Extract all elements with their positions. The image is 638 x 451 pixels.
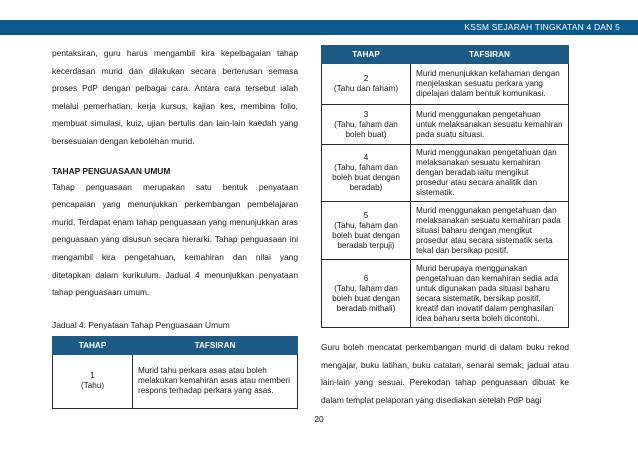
tahap-number: 4 — [363, 153, 369, 162]
tahap-number: 6 — [363, 273, 369, 283]
tahap-label: boleh buat dengan — [332, 173, 400, 182]
tahap-label: beradab mithali) — [336, 303, 396, 313]
table-row — [322, 260, 569, 328]
mastery-table-left — [52, 336, 298, 409]
section-paragraph: Tahap penguasaan merupakan satu bentuk penyataan pencapaian yang menunjukkan perkembangan pembelajaran murid. Terdapat enam tahap penguasaan yang menunjukkan aras penguasaan yang disusun secara hierarki. Tahap penguasaan ini mengambil kira pengetahuan, kemahiran dan nilai yang ditetapkan dalam kurikulum. Jadual 4 menunjukkan penyataan tahap penguasaan umum. — [52, 181, 298, 298]
tahap-number: 3 — [363, 109, 369, 119]
table-row — [53, 354, 298, 408]
tafsiran-cell: Murid tahu perkara asas atau boleh melakukan kemahiran asas atau memberi respons terhadap perkara yang asas. — [133, 354, 298, 408]
tahap-label: beradab terpuji) — [337, 240, 395, 250]
header-tahap: TAHAP — [53, 336, 133, 354]
right-column — [321, 45, 569, 409]
tahap-label: (Tahu, faham dan — [334, 119, 398, 129]
tahap-cell — [53, 354, 133, 408]
tahap-label: boleh buat dengan — [332, 293, 400, 303]
page-number: 20 — [314, 414, 324, 424]
mastery-table-right — [321, 45, 569, 328]
tahap-cell — [322, 260, 411, 328]
section-heading: TAHAP PENGUASAAN UMUM — [52, 165, 171, 176]
tafsiran-cell: Murid berupaya menggunakan pengetahuan dan kemahiran sedia ada untuk digunakan pada situasi baharu secara sistematik, bersikap positif, kreatif dan inovatif dalam penghasilan idea baharu serta boleh dicontohi. — [411, 260, 569, 328]
tahap-label: (Tahu, faham dan — [334, 220, 398, 230]
table-caption: Jadual 4: Penyataan Tahap Penguasaan Umum — [52, 319, 230, 330]
tahap-label: (Tahu dan faham) — [333, 84, 399, 93]
closing-paragraph: Guru boleh mencatat perkembangan murid di dalam buku rekod mengajar, buku latihan, buku catatan, senarai semak, jadual atau lain-lain yang sesuai. Perekodan tahap penguasaan dibuat ke dalam templat pelaporan yang disediakan setelah PdP bagi — [321, 342, 569, 405]
table-row — [322, 202, 569, 260]
tafsiran-cell: Murid menunjukkan kefahaman dengan menjelaskan sesuatu perkara yang dipelajari dalam bentuk komunikasi. — [411, 64, 569, 105]
table-row — [322, 105, 569, 145]
tahap-label: (Tahu, faham dan — [334, 163, 398, 172]
header-tafsiran: TAFSIRAN — [411, 46, 569, 64]
tahap-number: 1 — [90, 371, 95, 381]
tafsiran-cell: Murid menggunakan pengetahuan dan melaksanakan sesuatu kemahiran pada situasi baharu dengan mengikut prosedur atau secara sistematik serta tekal dan bersikap positif. — [411, 202, 569, 260]
table-header-row — [322, 46, 569, 64]
running-title: KSSM SEJARAH TINGKATAN 4 DAN 5 — [464, 22, 620, 32]
tahap-label: boleh buat dengan — [332, 230, 400, 240]
tahap-label: beradab) — [349, 183, 383, 192]
tahap-cell — [322, 105, 411, 145]
tahap-cell — [322, 64, 411, 105]
tafsiran-cell: Murid menggunakan pengetahuan untuk melaksanakan sesuatu kemahiran pada suatu situasi. — [411, 105, 569, 145]
header-tahap: TAHAP — [322, 46, 411, 64]
tahap-number: 5 — [363, 210, 369, 220]
header-tafsiran: TAFSIRAN — [133, 336, 298, 354]
tahap-label: boleh buat) — [345, 129, 387, 139]
tafsiran-cell: Murid menggunakan pengetahuan dan melaksanakan sesuatu kemahiran dengan beradab iaitu mengikut prosedur atau secara analitik dan sistematik. — [411, 145, 569, 202]
tahap-number: 2 — [363, 74, 369, 83]
table-row — [322, 64, 569, 105]
tahap-label: (Tahu, faham dan — [334, 283, 398, 293]
table-header-row — [53, 336, 298, 354]
left-column — [52, 45, 298, 409]
tahap-cell — [322, 145, 411, 202]
intro-paragraph: pentaksiran, guru harus mengambil kira kepelbagaian tahap kecerdasan murid dan dilakukan secara berterusan semasa proses PdP dengan pelbagai cara. Antara cara tersebut ialah melalui pemerhatian, kerja kursus, kajian kes, membina folio, membuat simulasi, kuiz, ujian bertulis dan lain-lain kaedah yang bersesuaian dengan kebolehan murid. — [52, 48, 298, 146]
tahap-cell — [322, 202, 411, 260]
tahap-label: (Tahu) — [80, 381, 105, 391]
table-row — [322, 145, 569, 202]
